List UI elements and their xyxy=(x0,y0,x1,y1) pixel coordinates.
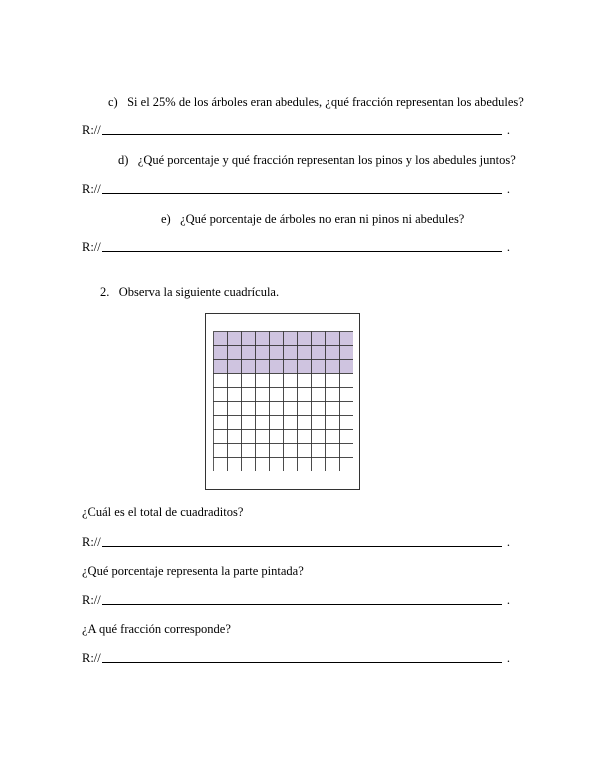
question-e-text: ¿Qué porcentaje de árboles no eran ni pinos ni abedules? xyxy=(180,212,465,226)
followup-2: ¿Qué porcentaje representa la parte pintada? xyxy=(82,564,304,578)
grid-cell xyxy=(242,388,256,402)
grid-cell-shaded xyxy=(340,360,354,374)
grid-cell-shaded xyxy=(214,360,228,374)
grid-cell xyxy=(326,388,340,402)
question-d-text: ¿Qué porcentaje y qué fracción representan los pinos y los abedules juntos? xyxy=(137,153,516,167)
grid-cell xyxy=(326,458,340,472)
grid-cell-shaded xyxy=(298,346,312,360)
grid-cell-shaded xyxy=(256,332,270,346)
grid-frame xyxy=(205,313,360,490)
grid-cell xyxy=(214,430,228,444)
answer-line-c[interactable] xyxy=(102,134,502,135)
grid-cell xyxy=(270,430,284,444)
grid-cell-shaded xyxy=(228,332,242,346)
question-e xyxy=(161,212,464,227)
grid-cell xyxy=(214,458,228,472)
answer-prefix: R:// xyxy=(82,651,101,665)
grid-cell-shaded xyxy=(326,332,340,346)
grid-cell xyxy=(340,430,354,444)
followup-1: ¿Cuál es el total de cuadraditos? xyxy=(82,505,244,519)
answer-row-e xyxy=(82,239,510,255)
grid-cell xyxy=(312,402,326,416)
grid-cell xyxy=(312,388,326,402)
grid-cell xyxy=(256,388,270,402)
grid-cell xyxy=(256,402,270,416)
grid-cell xyxy=(256,430,270,444)
grid-cell xyxy=(228,388,242,402)
answer-prefix: R:// xyxy=(82,182,101,196)
answer-row-d xyxy=(82,181,510,197)
hundred-grid xyxy=(213,331,353,471)
grid-cell-shaded xyxy=(270,332,284,346)
grid-cell xyxy=(312,430,326,444)
grid-cell xyxy=(256,374,270,388)
grid-cell xyxy=(340,458,354,472)
grid-cell xyxy=(298,430,312,444)
grid-cell-shaded xyxy=(214,346,228,360)
question-d-label: d) xyxy=(118,153,129,167)
grid-cell xyxy=(312,458,326,472)
question-c xyxy=(108,95,524,110)
answer-end: . xyxy=(506,593,510,607)
grid-cell xyxy=(284,388,298,402)
grid-cell-shaded xyxy=(298,332,312,346)
grid-cell xyxy=(340,388,354,402)
grid-cell xyxy=(284,444,298,458)
grid-cell-shaded xyxy=(242,346,256,360)
grid-cell xyxy=(312,374,326,388)
item-2 xyxy=(100,285,279,300)
grid-cell-shaded xyxy=(326,346,340,360)
answer-prefix: R:// xyxy=(82,535,101,549)
answer-end: . xyxy=(506,240,510,254)
answer-row-f2 xyxy=(82,592,510,608)
grid-cell xyxy=(270,374,284,388)
item-2-number: 2. xyxy=(100,285,110,299)
grid-cell xyxy=(242,402,256,416)
answer-prefix: R:// xyxy=(82,240,101,254)
grid-cell xyxy=(298,402,312,416)
grid-cell xyxy=(256,416,270,430)
grid-cell-shaded xyxy=(256,360,270,374)
grid-cell xyxy=(284,402,298,416)
answer-row-f3 xyxy=(82,650,510,666)
grid-cell-shaded xyxy=(242,360,256,374)
grid-cell-shaded xyxy=(312,360,326,374)
grid-cell xyxy=(270,458,284,472)
grid-cell xyxy=(228,374,242,388)
grid-cell xyxy=(284,430,298,444)
answer-line-f3[interactable] xyxy=(102,662,502,663)
question-c-text: Si el 25% de los árboles eran abedules, ¿qué fracción representan los abedules? xyxy=(127,95,524,109)
grid-cell-shaded xyxy=(228,346,242,360)
grid-cell xyxy=(326,430,340,444)
grid-cell xyxy=(270,444,284,458)
grid-cell-shaded xyxy=(270,346,284,360)
question-c-label: c) xyxy=(108,95,118,109)
grid-cell xyxy=(270,402,284,416)
grid-cell-shaded xyxy=(256,346,270,360)
grid-cell-shaded xyxy=(340,346,354,360)
grid-cell-shaded xyxy=(228,360,242,374)
answer-prefix: R:// xyxy=(82,593,101,607)
grid-cell xyxy=(270,388,284,402)
answer-line-e[interactable] xyxy=(102,251,502,252)
grid-cell-shaded xyxy=(312,346,326,360)
grid-cell xyxy=(270,416,284,430)
grid-cell xyxy=(326,374,340,388)
answer-end: . xyxy=(506,535,510,549)
grid-cell xyxy=(312,416,326,430)
grid-cell xyxy=(298,374,312,388)
grid-cell xyxy=(214,388,228,402)
grid-cell xyxy=(298,416,312,430)
item-2-text: Observa la siguiente cuadrícula. xyxy=(118,285,280,299)
grid-cell xyxy=(284,374,298,388)
grid-cell-shaded xyxy=(312,332,326,346)
grid-cell xyxy=(228,458,242,472)
grid-cell xyxy=(326,402,340,416)
answer-end: . xyxy=(506,651,510,665)
answer-line-f2[interactable] xyxy=(102,604,502,605)
grid-cell-shaded xyxy=(284,360,298,374)
grid-cell xyxy=(256,444,270,458)
grid-cell xyxy=(298,388,312,402)
grid-cell xyxy=(228,430,242,444)
grid-cell xyxy=(340,416,354,430)
grid-cell xyxy=(214,374,228,388)
grid-cell xyxy=(228,444,242,458)
grid-cell xyxy=(242,430,256,444)
grid-cell xyxy=(284,458,298,472)
question-d xyxy=(118,153,516,168)
grid-cell xyxy=(228,416,242,430)
grid-cell-shaded xyxy=(284,346,298,360)
grid-cell xyxy=(340,402,354,416)
followup-3: ¿A qué fracción corresponde? xyxy=(82,622,231,636)
answer-end: . xyxy=(506,123,510,137)
grid-cell xyxy=(298,444,312,458)
grid-cell xyxy=(256,458,270,472)
grid-cell xyxy=(214,416,228,430)
grid-cell xyxy=(242,444,256,458)
answer-prefix: R:// xyxy=(82,123,101,137)
answer-line-f1[interactable] xyxy=(102,546,502,547)
question-e-label: e) xyxy=(161,212,171,226)
grid-cell xyxy=(326,416,340,430)
grid-cell xyxy=(340,444,354,458)
grid-cell-shaded xyxy=(298,360,312,374)
grid-cell xyxy=(242,374,256,388)
grid-cell-shaded xyxy=(326,360,340,374)
grid-cell xyxy=(312,444,326,458)
grid-cell-shaded xyxy=(270,360,284,374)
grid-cell xyxy=(284,416,298,430)
grid-cell xyxy=(214,444,228,458)
grid-cell xyxy=(214,402,228,416)
grid-cell xyxy=(340,374,354,388)
answer-line-d[interactable] xyxy=(102,193,502,194)
grid-cell-shaded xyxy=(242,332,256,346)
grid-cell xyxy=(242,416,256,430)
grid-cell xyxy=(242,458,256,472)
grid-cell-shaded xyxy=(284,332,298,346)
answer-end: . xyxy=(506,182,510,196)
grid-cell xyxy=(298,458,312,472)
grid-cell-shaded xyxy=(340,332,354,346)
grid-cell xyxy=(228,402,242,416)
answer-row-f1 xyxy=(82,534,510,550)
grid-cell xyxy=(326,444,340,458)
answer-row-c xyxy=(82,122,510,138)
grid-cell-shaded xyxy=(214,332,228,346)
